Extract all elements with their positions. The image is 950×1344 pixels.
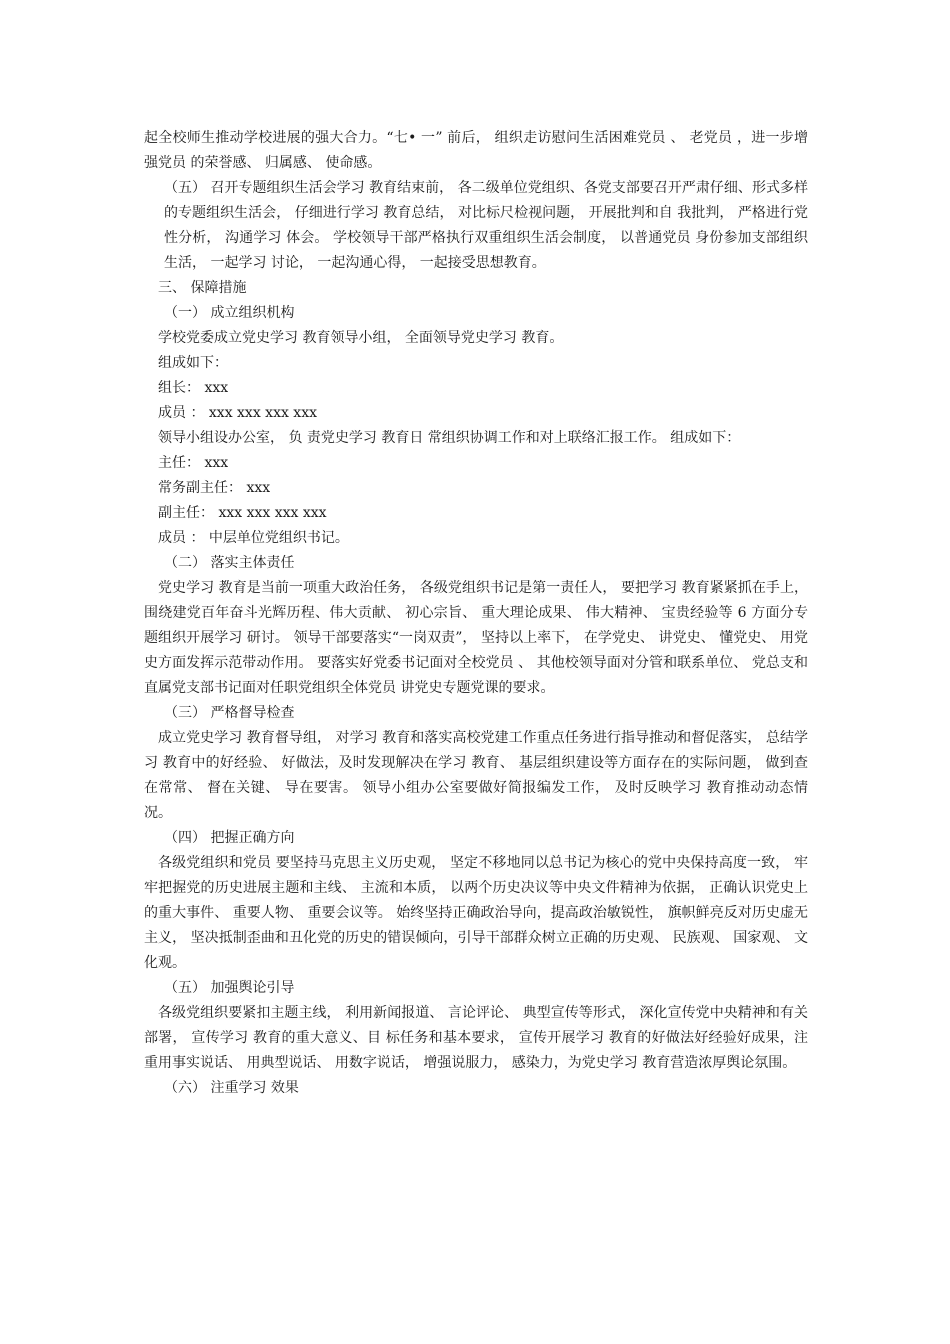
section-heading: 三、 保障措施 bbox=[158, 280, 247, 296]
subsection-heading: （二） 落实主体责任 bbox=[164, 555, 295, 571]
member-line: 副主任： xxx xxx xxx xxx bbox=[158, 505, 327, 521]
subsection-heading: （一） 成立组织机构 bbox=[164, 305, 295, 321]
member-line: 组长： xxx bbox=[158, 380, 229, 396]
member-line: 常务副主任： xxx bbox=[158, 480, 271, 496]
paragraph: 起全校师生推动学校进展的强大合力。“七• 一” 前后， 组织走访慰问生活困难党员 、 老党员 ，进一步增强党员 的荣誉感、 归属感、 使命感。 bbox=[144, 130, 808, 171]
paragraph: 领导小组设办公室， 负 责党史学习 教育日 常组织协调工作和对上联络汇报工作。 组成如下： bbox=[158, 430, 741, 446]
subsection-heading: （六） 注重学习 效果 bbox=[164, 1080, 299, 1096]
subsection-heading: （五） 加强舆论引导 bbox=[164, 980, 295, 996]
paragraph: （五） 召开专题组织生活会学习 教育结束前， 各二级单位党组织、各党支部要召开严肃仔细、形式多样的专题组织生活会， 仔细进行学习 教育总结， 对比标尺检视问题， 开展批判和自 我批判， 严格进行党性分析， 沟通学习 体会。 学校领导干部严格执行双重组织生活会制度， 以普通党员 身份参加支部组织生活， 一起学习 讨论， 一起沟通心得， 一起接受思想教育。 bbox=[164, 180, 808, 271]
paragraph: 各级党组织要紧扣主题主线， 利用新闻报道、 言论评论、 典型宣传等形式， 深化宣传党中央精神和有关部署， 宣传学习 教育的重大意义、目 标任务和基本要求， 宣传开展学习 教育的好做法好经验好成果，注重用事实说话、 用典型说话、 用数字说话， 增强说服力， 感染力，为党史学习 教育营造浓厚舆论氛围。 bbox=[144, 1005, 808, 1071]
subsection-heading: （三） 严格督导检查 bbox=[164, 705, 295, 721]
member-line: 成员 ： xxx xxx xxx xxx bbox=[158, 405, 317, 421]
paragraph: 各级党组织和党员 要坚持马克思主义历史观， 坚定不移地同以总书记为核心的党中央保持高度一致， 牢牢把握党的历史进展主题和主线、 主流和本质， 以两个历史决议等中央文件精神为依据， 正确认识党史上的重大事件、 重要人物、 重要会议等。 始终坚持正确政治导向，提高政治敏锐性， 旗帜鲜亮反对历史虚无主义， 坚决抵制歪曲和丑化党的历史的错误倾向，引导干部群众树立正确的历史观、 民族观、 国家观、 文化观。 bbox=[144, 855, 808, 971]
subsection-heading: （四） 把握正确方向 bbox=[164, 830, 295, 846]
paragraph: 组成如下： bbox=[158, 355, 228, 371]
document-body bbox=[144, 126, 808, 1101]
member-line: 主任： xxx bbox=[158, 455, 229, 471]
paragraph: 学校党委成立党史学习 教育领导小组， 全面领导党史学习 教育。 bbox=[158, 330, 564, 346]
member-line: 成员 ： 中层单位党组织书记。 bbox=[158, 530, 349, 546]
paragraph: 党史学习 教育是当前一项重大政治任务， 各级党组织书记是第一责任人， 要把学习 教育紧紧抓在手上， 围绕建党百年奋斗光辉历程、伟大贡献、 初心宗旨、 重大理论成果、 伟大精神、 宝贵经验等 6 方面分专题组织开展学习 研讨。 领导干部要落实“一岗双责”， 坚持以上率下， 在学党史、 讲党史、 懂党史、 用党史方面发挥示范带动作用。 要落实好党委书记面对全校党员 、 其他校领导面对分管和联系单位、 党总支和直属党支部书记面对任职党组织全体党员 讲党史专题党课的要求。 bbox=[144, 580, 808, 696]
paragraph: 成立党史学习 教育督导组， 对学习 教育和落实高校党建工作重点任务进行指导推动和督促落实， 总结学习 教育中的好经验、 好做法，及时发现解决在学习 教育、 基层组织建设等方面存在的实际问题， 做到查在常常、 督在关键、 导在要害。 领导小组办公室要做好简报编发工作， 及时反映学习 教育推动动态情况。 bbox=[144, 730, 808, 821]
